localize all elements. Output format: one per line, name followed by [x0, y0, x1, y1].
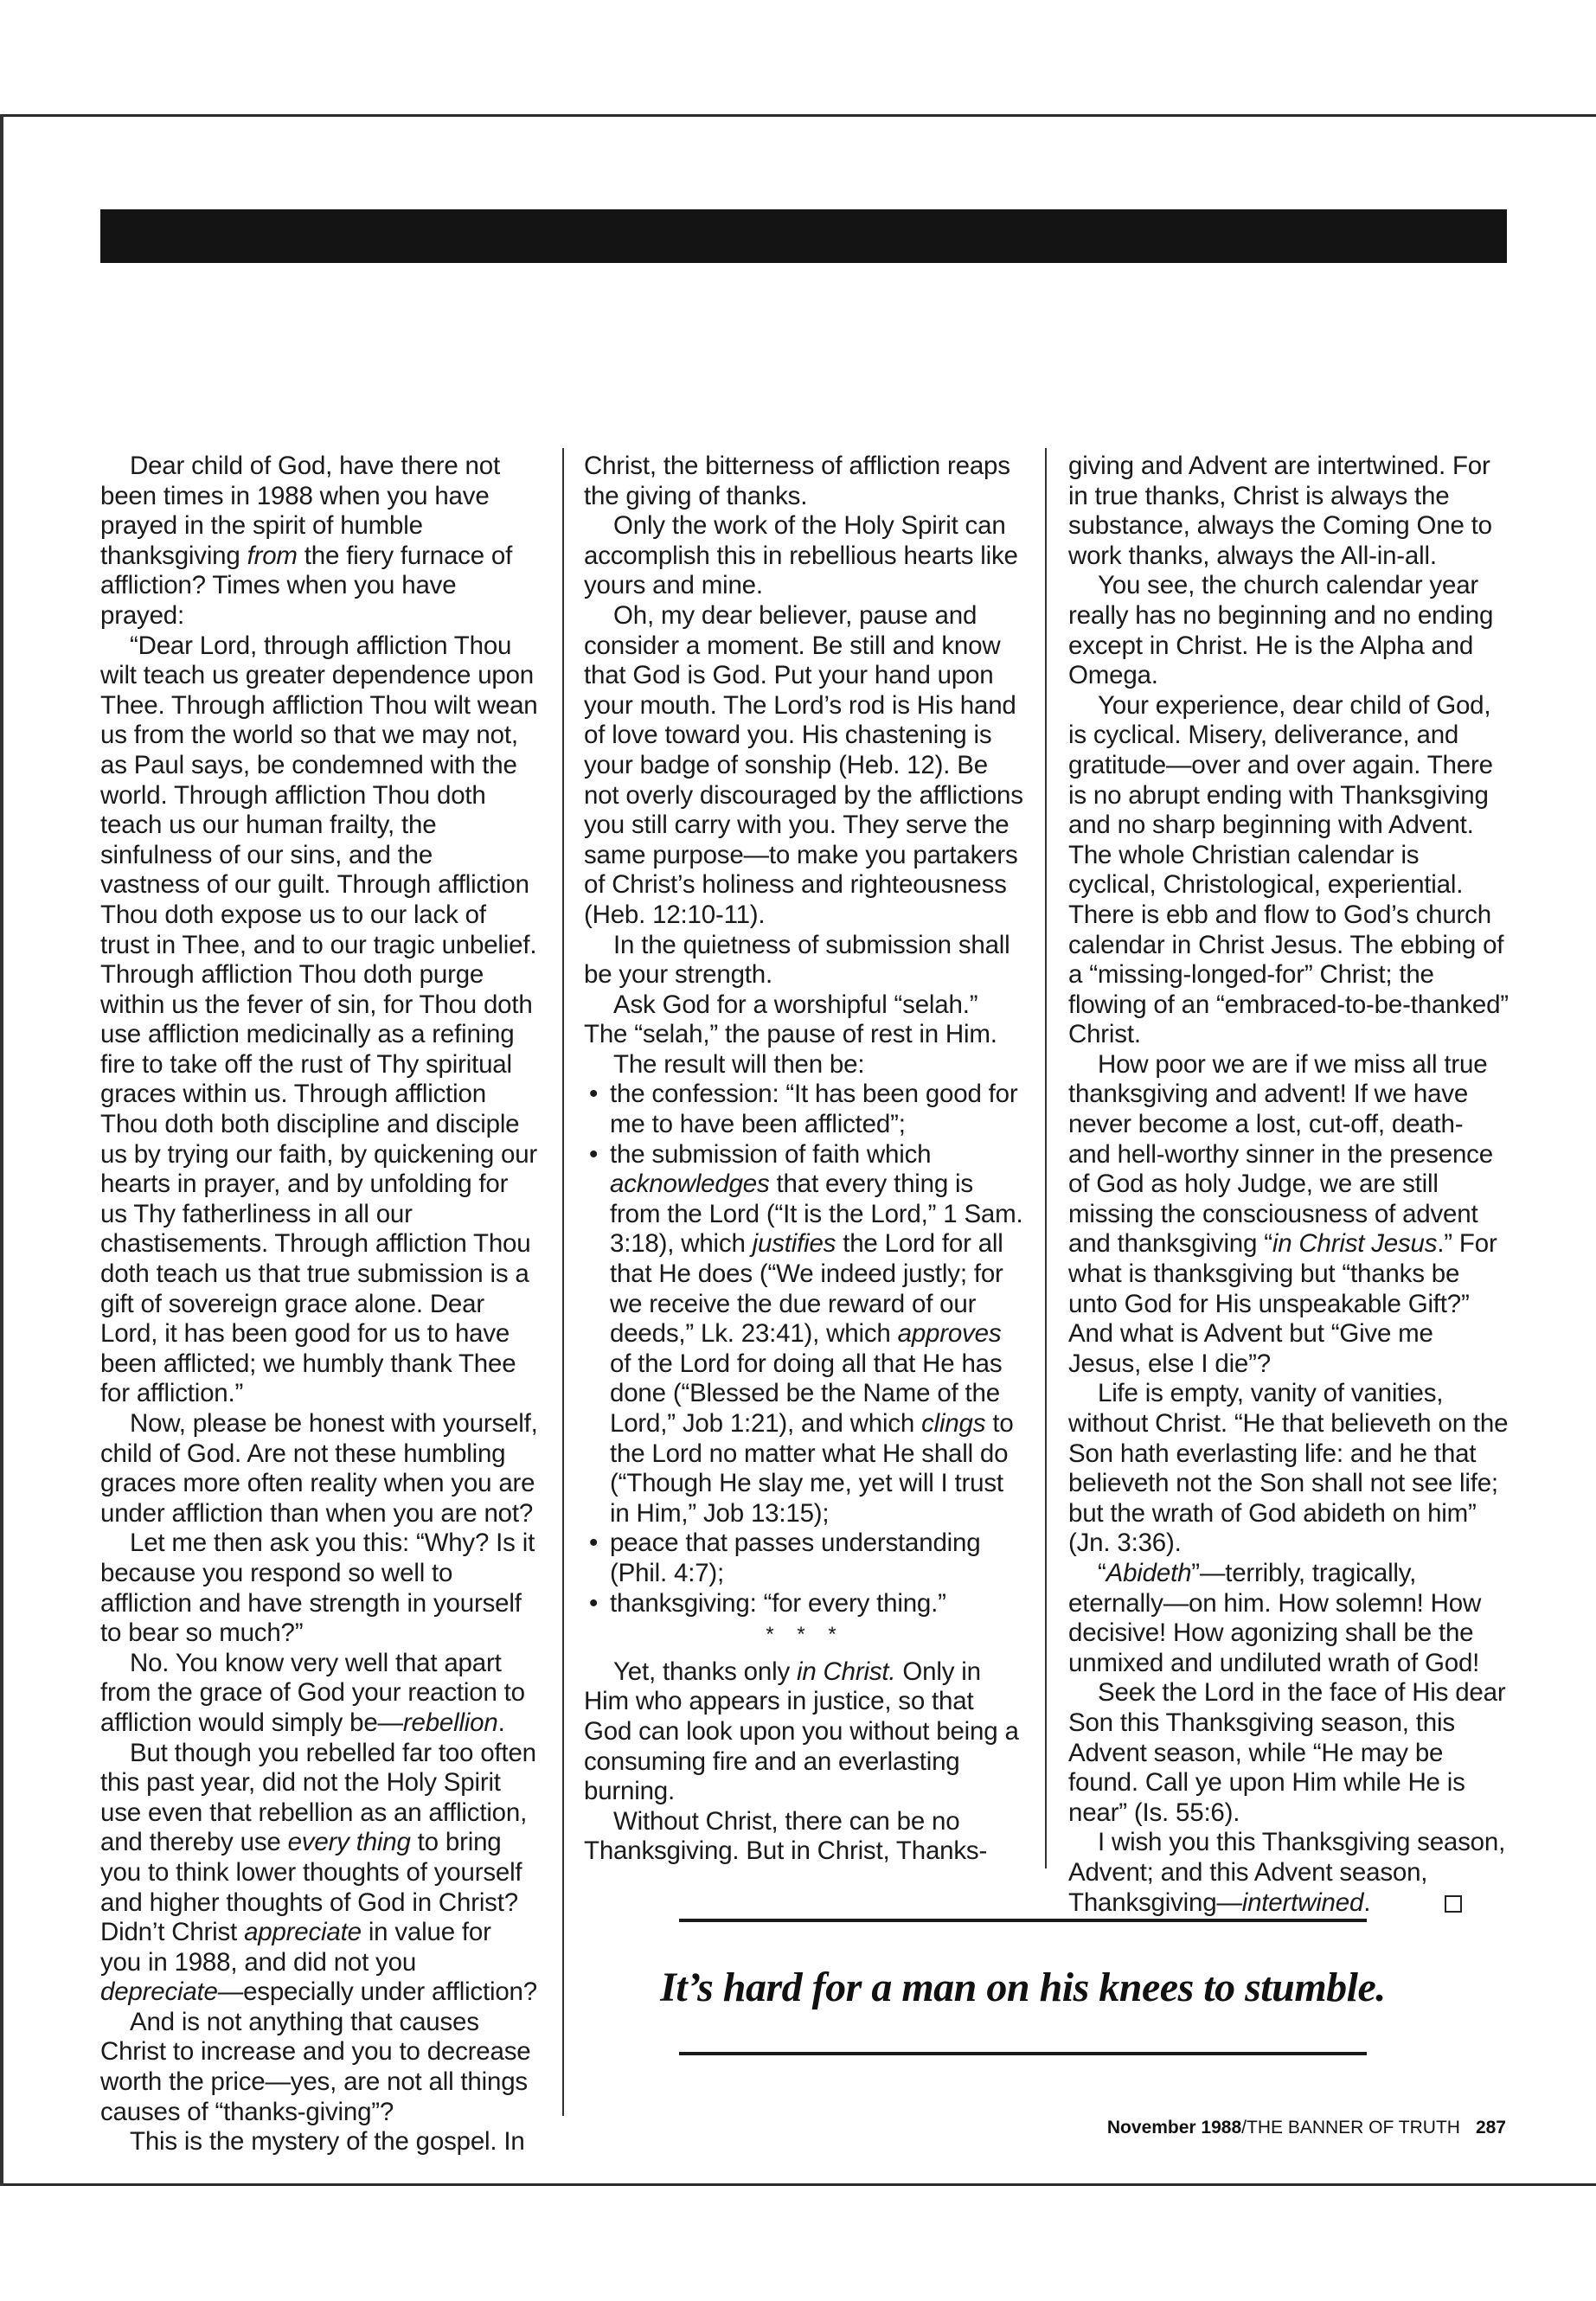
paragraph: Your experience, dear child of God, is cyclical. Misery, deliverance, and gratitude—over and over again. There is no abrupt ending with Thanksgiving and no sharp beginning with Advent. The whole Christian calendar is cyclical, Christological, experiential. There is ebb and flow to God’s church calendar in Christ Jesus. The ebbing of a “missing-longed-for” Christ; the flowing of an “embraced-to-be-thanked” Christ. [1068, 690, 1509, 1049]
paragraph: giving and Advent are intertwined. For in true thanks, Christ is always the substance, always the Coming One to work thanks, always the All-in-all. [1068, 452, 1492, 570]
paragraph: Life is empty, vanity of vanities, without Christ. “He that believeth on the Son hath everlasting life: and he that believeth not the Son shall not see life; but the wrath of God abideth on him” (Jn. 3:36). [1068, 1379, 1509, 1558]
paragraph: Only the work of the Holy Spirit can accomplish this in rebellious hearts like yours and mine. [584, 511, 1018, 600]
page-number: 287 [1475, 2118, 1506, 2138]
paragraph: And is not anything that causes Christ to increase and you to decrease worth the price—yes, are not all things causes of “thanks-giving”? [100, 2007, 531, 2126]
paragraph: But though you rebelled far too often this past year, did not the Holy Spirit use even that rebellion as an affliction, and thereby use every thing to bring you to think lower thoughts of yourself and higher thoughts of God in Christ? Didn’t Christ appreciate in value for you in 1988, and did not you depreciate—especially under affliction? [100, 1738, 537, 2007]
paragraph: How poor we are if we miss all true thanksgiving and advent! If we have never become a lost, cut-off, death- and hell-worthy sinner in the presence of God as holy Judge, we are still missing the consciousness of advent and thanksgiving “in Christ Jesus.” For what is thanksgiving but “thanks be unto God for His unspeakable Gift?” And what is Advent but “Give me Jesus, else I die”? [1068, 1049, 1497, 1378]
page-footer [1107, 2118, 1506, 2138]
paragraph: Let me then ask you this: “Why? Is it because you respond so well to affliction and have strength in yourself to bear so much?” [100, 1529, 535, 1648]
header-bar [100, 209, 1507, 263]
column-2 [584, 452, 1027, 1867]
publication-name: /THE BANNER OF TRUTH [1241, 2118, 1460, 2138]
paragraph: Now, please be honest with yourself, child of God. Are not these humbling graces more often reality when you are under affliction than when you are not? [100, 1409, 538, 1528]
paragraph: Oh, my dear believer, pause and consider a moment. Be still and know that God is God. Put your hand upon your mouth. The Lord’s rod is His hand of love toward you. His chastening is your badge of sonship (Heb. 12). Be not overly discouraged by the afflictions you still carry with you. They serve the same purpose—to make you partakers of Christ’s holiness and righteousness (Heb. 12:10-11). [584, 600, 1023, 929]
pull-quote-rule [679, 1919, 1367, 1922]
paragraph: Christ, the bitterness of affliction reaps the giving of thanks. [584, 452, 1010, 510]
paragraph: This is the mystery of the gospel. In [130, 2127, 525, 2157]
pull-quote-rule [679, 2052, 1367, 2055]
paragraph: Ask God for a worshipful “selah.” The “selah,” the pause of rest in Him. [584, 990, 997, 1049]
result-list [584, 1080, 1027, 1618]
closing-text: I wish you this Thanksgiving season, Advent; and this Advent season, Thanksgiving—intertwined. [1068, 1828, 1506, 1917]
paragraph: You see, the church calendar year really has no beginning and no ending except in Christ. He is the Alpha and Omega. [1068, 571, 1494, 690]
paragraph: Seek the Lord in the face of His dear Son this Thanksgiving season, this Advent season, while “He may be found. Call ye upon Him while He is near” (Is. 55:6). [1068, 1678, 1506, 1827]
list-item: • the submission of faith which acknowledges that every thing is from the Lord (“It is the Lord,” 1 Sam. 3:18), which justifies the Lord for all that He does (“We indeed justly; for we receive the due reward of our deeds,” Lk. 23:41), which approves of the Lord for doing all that He has done (“Blessed be the Name of the Lord,” Job 1:21), and which clings to the Lord no matter what He shall do (“Though He slay me, yet will I trust in Him,” Job 13:15); [584, 1140, 1027, 1529]
paragraph: The result will then be: [613, 1049, 865, 1079]
column-3 [1068, 452, 1511, 1918]
paragraph: Dear child of God, have there not been times in 1988 when you have prayed in the spirit of humble thanksgiving from the fiery furnace of affliction? Times when you have prayed: [100, 452, 513, 630]
issue-date: November 1988 [1106, 2118, 1242, 2138]
column-1 [100, 452, 538, 2157]
paragraph: No. You know very well that apart from the grace of God your reaction to affliction would simply be—rebellion. [100, 1648, 525, 1737]
section-separator: * * * [766, 1623, 845, 1647]
column-divider [1045, 448, 1047, 1868]
closing-paragraph [1068, 1828, 1511, 1918]
paragraph: Without Christ, there can be no Thanksgiving. But in Christ, Thanks- [584, 1806, 988, 1866]
end-of-article-icon [1445, 1895, 1462, 1913]
paragraph: “Dear Lord, through affliction Thou wilt teach us greater dependence upon Thee. Through affliction Thou wilt wean us from the world so that we may not, as Paul says, be condemned with the world. Through affliction Thou doth teach us our human frailty, the sinfulness of our sins, and the vastness of our guilt. Through affliction Thou doth expose us to our lack of trust in Thee, and to our tragic unbelief. Through affliction Thou doth purge within us the fever of sin, for Thou doth use affliction medicinally as a refining fire to take off the rust of Thy spiritual graces within us. Through affliction Thou doth both discipline and disciple us by trying our faith, by quickening our hearts in prayer, and by unfolding for us Thy fatherliness in all our chastisements. Through affliction Thou doth teach us that true submission is a gift of sovereign grace alone. Dear Lord, it has been good for us to have been afflicted; we humbly thank Thee for affliction.” [100, 631, 538, 1408]
paragraph: Yet, thanks only in Christ. Only in Him who appears in justice, so that God can look upon you without being a consuming fire and an everlasting burning. [584, 1657, 1019, 1806]
list-item: • thanksgiving: “for every thing.” [584, 1589, 1027, 1619]
list-item: • the confession: “It has been good for me to have been afflicted”; [584, 1080, 1027, 1139]
pull-quote: It’s hard for a man on his knees to stumble. [660, 1965, 1386, 2010]
scan-edge [0, 114, 3, 2186]
paragraph: “Abideth”—terribly, tragically, eternally—on him. How solemn! How decisive! How agonizing shall be the unmixed and undiluted wrath of God! [1068, 1558, 1482, 1677]
column-divider [562, 448, 564, 2116]
list-item: • peace that passes understanding (Phil. 4:7); [584, 1529, 1027, 1588]
paragraph: In the quietness of submission shall be your strength. [584, 930, 1010, 990]
